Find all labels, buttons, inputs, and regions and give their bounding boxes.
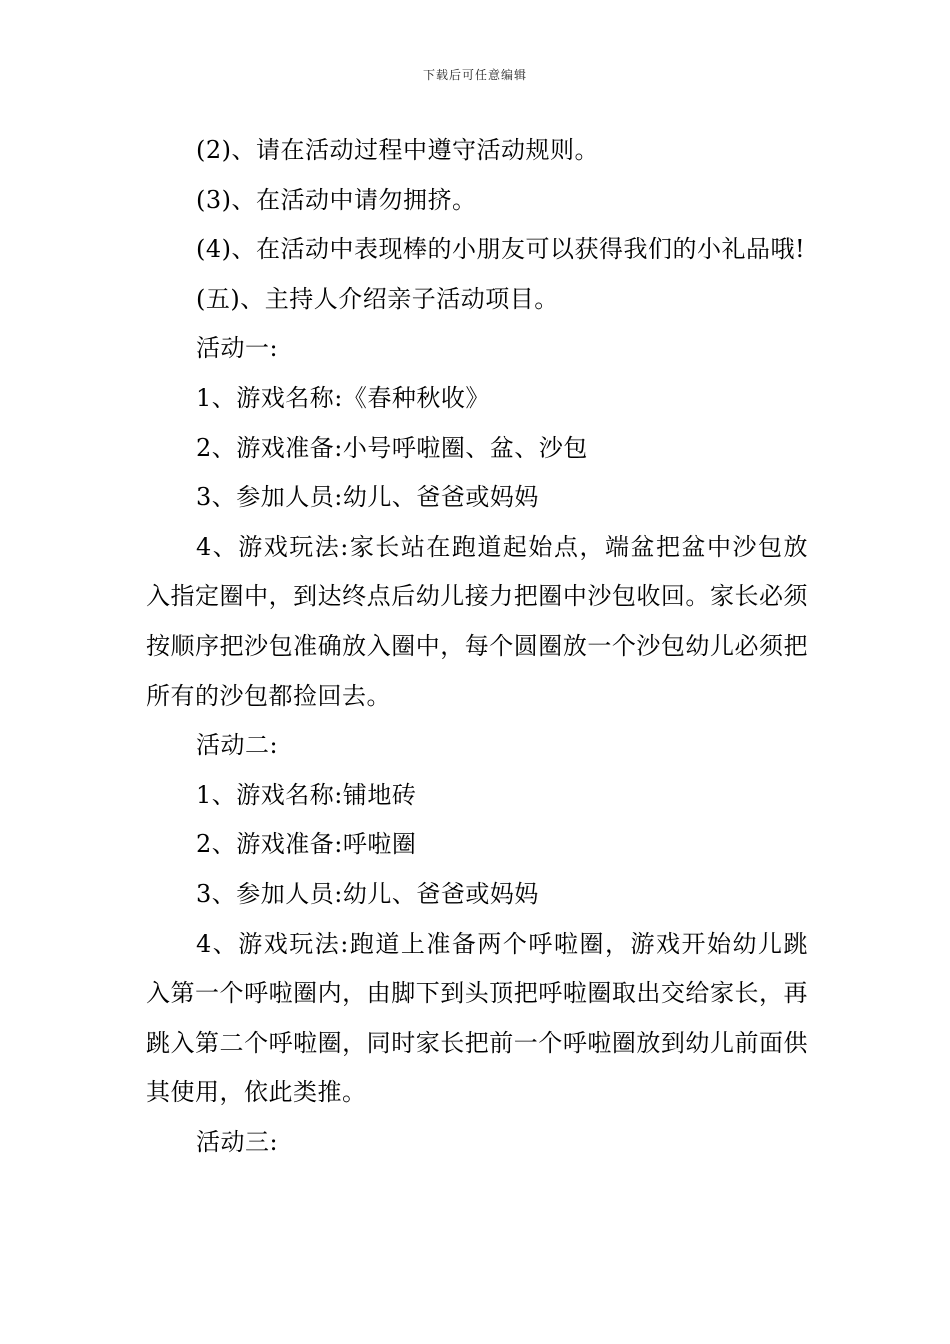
paragraph-rule-3: (3)、在活动中请勿拥挤。 <box>196 185 477 214</box>
activity-1-heading: 活动一: <box>196 334 279 363</box>
activity-1-participants: 3、参加人员:幼儿、爸爸或妈妈 <box>196 483 539 512</box>
activity-1-name: 1、游戏名称:《春种秋收》 <box>196 383 490 412</box>
paragraph-rule-4: (4)、在活动中表现棒的小朋友可以获得我们的小礼品哦! <box>196 235 806 264</box>
paragraph-rule-2: (2)、请在活动过程中遵守活动规则。 <box>196 136 599 164</box>
paragraph-section-5: (五)、主持人介绍亲子活动项目。 <box>196 284 559 313</box>
page-header: 下载后可任意编辑 <box>422 68 527 82</box>
activity-2-name: 1、游戏名称:铺地砖 <box>196 780 417 809</box>
document-body <box>146 126 808 1167</box>
activity-2-rules: 4、游戏玩法:跑道上准备两个呼啦圈，游戏开始幼儿跳入第一个呼啦圈内，由脚下到头顶把呼啦圈取出交给家长，再跳入第二个呼啦圈，同时家长把前一个呼啦圈放到幼儿前面供其使用，依此类推。 <box>146 929 808 1107</box>
activity-2-preparation: 2、游戏准备:呼啦圈 <box>196 830 417 859</box>
activity-1-preparation: 2、游戏准备:小号呼啦圈、盆、沙包 <box>196 433 588 462</box>
activity-2-heading: 活动二: <box>196 731 279 760</box>
activity-1-rules: 4、游戏玩法:家长站在跑道起始点，端盆把盆中沙包放入指定圈中，到达终点后幼儿接力把圈中沙包收回。家长必须按顺序把沙包准确放入圈中，每个圆圈放一个沙包幼儿必须把所有的沙包都捡回去。 <box>146 532 808 710</box>
activity-3-heading: 活动三: <box>196 1127 279 1156</box>
activity-2-participants: 3、参加人员:幼儿、爸爸或妈妈 <box>196 879 539 908</box>
